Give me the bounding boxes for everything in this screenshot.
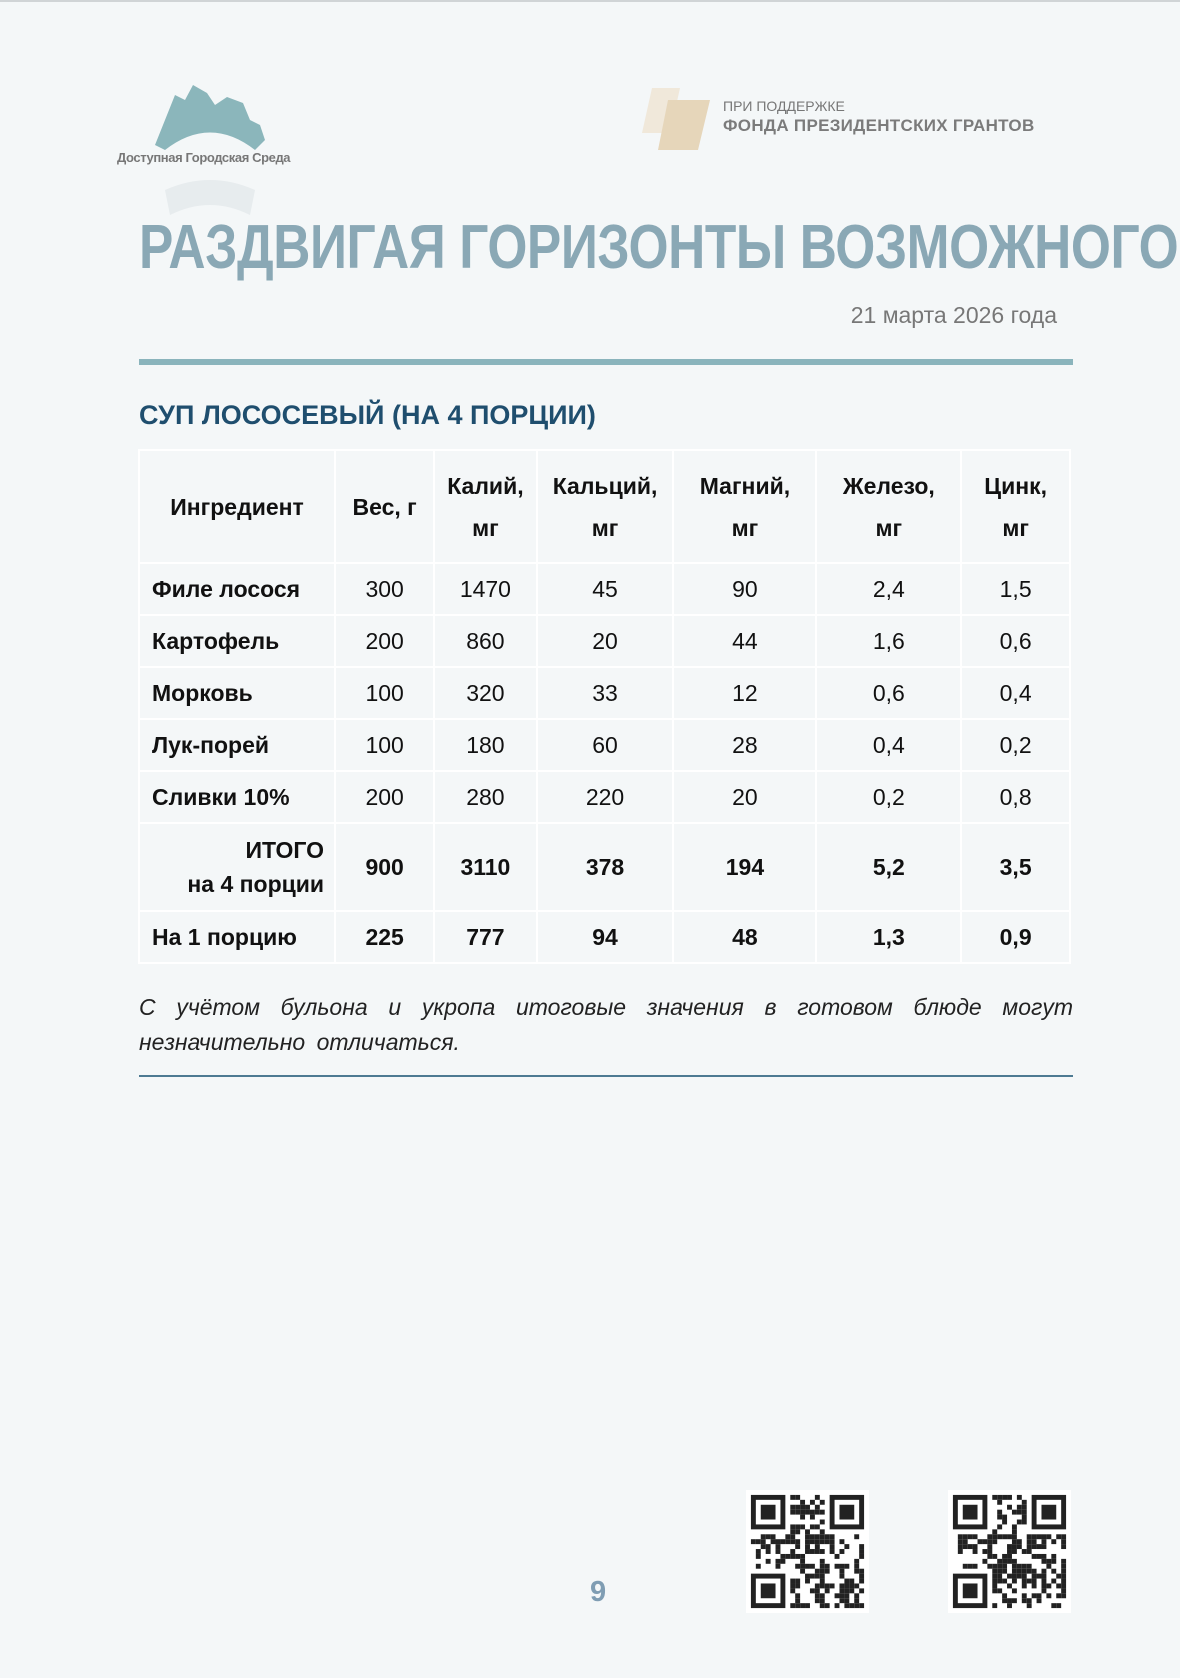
table-cell: 28 (673, 719, 816, 771)
table-cell: 280 (434, 771, 536, 823)
total-cell: 194 (673, 823, 816, 911)
footnote: С учётом бульона и укропа итоговые значения в готовом блюде могут незначительно отличаться. (139, 994, 1073, 1055)
table-cell: 20 (537, 615, 674, 667)
total-cell: 900 (335, 823, 434, 911)
column-header: Калий, мг (434, 450, 536, 563)
total-label-line1: ИТОГО (245, 837, 325, 863)
portion-cell: 94 (537, 911, 674, 963)
table-cell: 2,4 (816, 563, 961, 615)
total-cell: 3,5 (961, 823, 1070, 911)
ingredient-name: Филе лосося (139, 563, 335, 615)
ingredient-name: Сливки 10% (139, 771, 335, 823)
page-number: 9 (590, 1576, 607, 1608)
table-cell: 180 (434, 719, 536, 771)
column-header: Магний, мг (673, 450, 816, 563)
portion-cell: 1,3 (816, 911, 961, 963)
total-label (139, 823, 335, 911)
total-cell: 5,2 (816, 823, 961, 911)
qr-code-icon[interactable] (948, 1490, 1071, 1613)
table-cell: 200 (335, 615, 434, 667)
table-cell: 220 (537, 771, 674, 823)
table-cell: 320 (434, 667, 536, 719)
portion-row (139, 911, 1070, 963)
table-cell: 33 (537, 667, 674, 719)
column-header: Ингредиент (139, 450, 335, 563)
grant-fund-logo-icon (640, 88, 715, 150)
table-cell: 60 (537, 719, 674, 771)
table-cell: 1470 (434, 563, 536, 615)
table-cell: 0,2 (816, 771, 961, 823)
qr-code-icon[interactable] (746, 1490, 869, 1613)
portion-cell: 0,9 (961, 911, 1070, 963)
table-cell: 20 (673, 771, 816, 823)
grant-fund-name: ФОНДА ПРЕЗИДЕНТСКИХ ГРАНТОВ (723, 116, 1035, 135)
page-title: РАЗДВИГАЯ ГОРИЗОНТЫ ВОЗМОЖНОГО (139, 213, 1179, 282)
column-header: Вес, г (335, 450, 434, 563)
table-row (139, 563, 1070, 615)
logo-text: Доступная Городская Среда (117, 150, 291, 165)
total-cell: 3110 (434, 823, 536, 911)
date: 21 марта 2026 года (850, 302, 1057, 328)
ingredient-name: Морковь (139, 667, 335, 719)
table-row (139, 667, 1070, 719)
table-cell: 200 (335, 771, 434, 823)
divider (139, 359, 1073, 365)
ingredient-name: Лук-порей (139, 719, 335, 771)
table-cell: 0,8 (961, 771, 1070, 823)
column-header: Цинк, мг (961, 450, 1070, 563)
table-cell: 12 (673, 667, 816, 719)
top-border (0, 0, 1180, 2)
table-cell: 100 (335, 667, 434, 719)
table-cell: 100 (335, 719, 434, 771)
table-row (139, 771, 1070, 823)
table-cell: 44 (673, 615, 816, 667)
total-row (139, 823, 1070, 911)
ingredient-name: Картофель (139, 615, 335, 667)
table-cell: 300 (335, 563, 434, 615)
table-cell: 0,4 (816, 719, 961, 771)
total-cell: 378 (537, 823, 674, 911)
table-cell: 1,6 (816, 615, 961, 667)
total-label-line2: на 4 порции (187, 871, 325, 897)
divider (139, 1075, 1073, 1077)
table-cell: 1,5 (961, 563, 1070, 615)
column-header: Кальций, мг (537, 450, 674, 563)
nutrition-table (138, 449, 1071, 964)
table-cell: 0,6 (816, 667, 961, 719)
portion-cell: 48 (673, 911, 816, 963)
table-cell: 0,4 (961, 667, 1070, 719)
table-cell: 0,6 (961, 615, 1070, 667)
table-cell: 90 (673, 563, 816, 615)
grant-support-label: ПРИ ПОДДЕРЖКЕ (723, 98, 845, 114)
portion-label: На 1 порцию (139, 911, 335, 963)
table-cell: 45 (537, 563, 674, 615)
portion-cell: 225 (335, 911, 434, 963)
portion-cell: 777 (434, 911, 536, 963)
table-row (139, 719, 1070, 771)
table-cell: 0,2 (961, 719, 1070, 771)
table-row (139, 615, 1070, 667)
table-header-row (139, 450, 1070, 563)
column-header: Железо, мг (816, 450, 961, 563)
section-heading: СУП ЛОСОСЕВЫЙ (НА 4 ПОРЦИИ) (139, 400, 596, 430)
table-cell: 860 (434, 615, 536, 667)
